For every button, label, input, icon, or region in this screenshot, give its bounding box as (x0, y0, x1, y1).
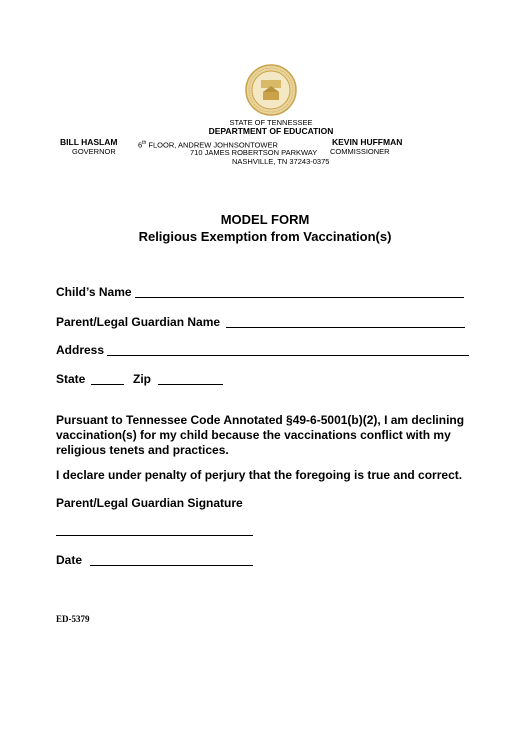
address-label: Address (56, 343, 105, 357)
form-title: MODEL FORM (220, 212, 310, 227)
guardian-name-label: Parent/Legal Guardian Name (56, 315, 221, 329)
governor-name: BILL HASLAM (60, 137, 118, 147)
address-line-3: NASHVILLE, TN 37243-0375 (232, 157, 330, 166)
state-name: STATE OF TENNESSEE (229, 118, 313, 127)
child-name-label: Child’s Name (56, 285, 132, 299)
zip-label: Zip (133, 372, 151, 386)
exemption-statement: Pursuant to Tennessee Code Annotated §49-6-5001(b)(2), I am declining vaccination(s) for my child because the vaccinations conflict with my religious tenets and practices. (56, 413, 465, 457)
address-line-2: 710 JAMES ROBERTSON PARKWAY (190, 148, 318, 157)
date-input-line[interactable] (90, 565, 253, 566)
child-name-input-line[interactable] (135, 297, 464, 298)
signature-input-line[interactable] (56, 535, 253, 536)
perjury-declaration: I declare under penalty of perjury that the foregoing is true and correct. (56, 468, 463, 482)
address-input-line[interactable] (107, 355, 469, 356)
address-line-1: 6th FLOOR, ANDREW JOHNSONTOWER (138, 140, 278, 150)
signature-label: Parent/Legal Guardian Signature (56, 496, 243, 510)
form-code: ED-5379 (56, 614, 90, 624)
commissioner-name: KEVIN HUFFMAN (332, 137, 403, 147)
governor-title: GOVERNOR (72, 147, 116, 156)
state-seal-icon (245, 64, 297, 116)
guardian-name-input-line[interactable] (226, 327, 465, 328)
department-name: DEPARTMENT OF EDUCATION (208, 126, 334, 136)
state-input-line[interactable] (91, 384, 124, 385)
state-label: State (56, 372, 86, 386)
date-label: Date (56, 553, 83, 567)
form-subtitle: Religious Exemption from Vaccination(s) (138, 229, 392, 244)
commissioner-title: COMMISSIONER (330, 147, 390, 156)
zip-input-line[interactable] (158, 384, 223, 385)
